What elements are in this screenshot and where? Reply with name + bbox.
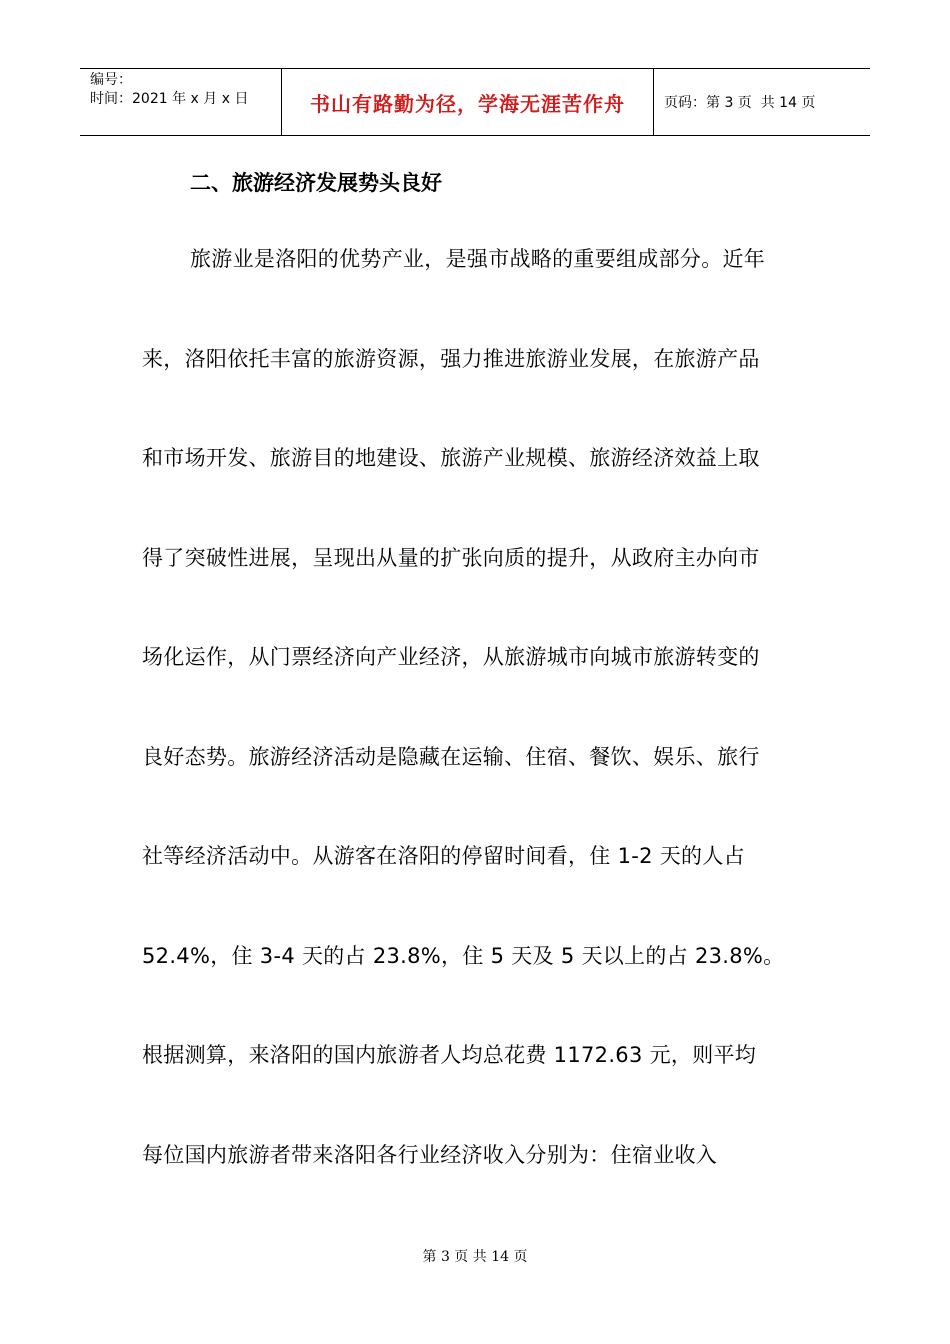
body-line: 和市场开发、旅游目的地建设、旅游产业规模、旅游经济效益上取 <box>142 446 760 470</box>
serial-number-label: 编号： <box>90 72 132 88</box>
page-header <box>80 68 870 136</box>
body-line: 场化运作，从门票经济向产业经济，从旅游城市向城市旅游转变的 <box>142 645 760 669</box>
body-line: 根据测算，来洛阳的国内旅游者人均总花费 1172.63 元，则平均 <box>142 1043 757 1067</box>
page-footer: 第 3 页 共 14 页 <box>422 1249 528 1265</box>
header-motto: 书山有路勤为径，学海无涯苦作舟 <box>282 69 654 135</box>
body-line: 来，洛阳依托丰富的旅游资源，强力推进旅游业发展，在旅游产品 <box>142 347 760 371</box>
body-line: 良好态势。旅游经济活动是隐藏在运输、住宿、餐饮、娱乐、旅行 <box>142 745 760 769</box>
body-line: 旅游业是洛阳的优势产业，是强市战略的重要组成部分。近年 <box>190 247 766 271</box>
date-label: 时间：2021 年 x 月 x 日 <box>90 91 249 107</box>
body-line: 每位国内旅游者带来洛阳各行业经济收入分别为：住宿业收入 <box>142 1143 718 1167</box>
page-info-text: 页码：第 3 页 共 14 页 <box>664 95 816 111</box>
body-line: 社等经济活动中。从游客在洛阳的停留时间看，住 1-2 天的人占 <box>142 844 745 868</box>
section-heading: 二、旅游经济发展势头良好 <box>190 171 442 195</box>
header-page-info <box>654 69 870 135</box>
body-line: 得了突破性进展，呈现出从量的扩张向质的提升，从政府主办向市 <box>142 546 760 570</box>
header-meta <box>80 69 282 135</box>
body-line: 52.4%，住 3-4 天的占 23.8%，住 5 天及 5 天以上的占 23.8%。 <box>142 944 785 968</box>
